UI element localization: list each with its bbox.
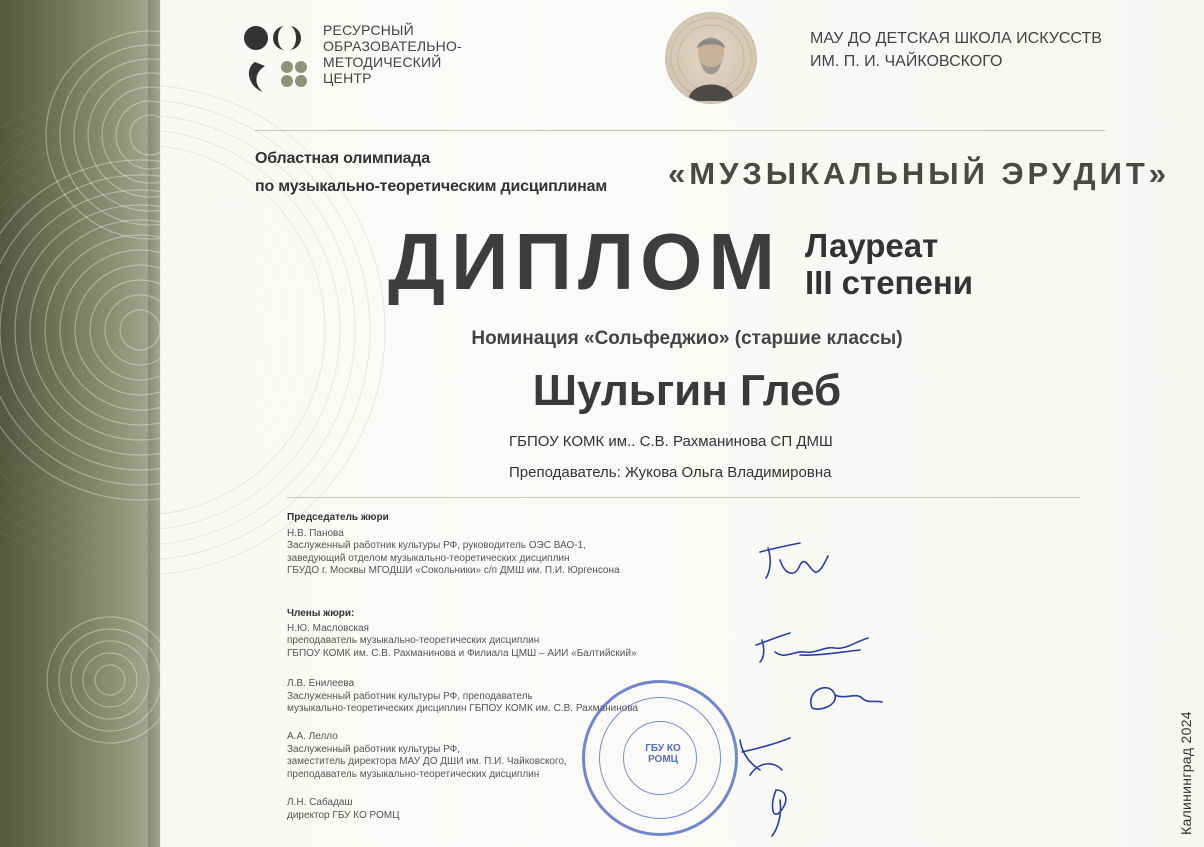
jury-chair-name: Н.В. Панова	[287, 527, 344, 539]
official-stamp	[582, 680, 738, 836]
jury-member-line: ГБПОУ КОМК им. С.В. Рахманинова и Филиала ЦМШ – АИИ «Балтийский»	[287, 647, 637, 659]
org-left-line: ОБРАЗОВАТЕЛЬНО-	[323, 38, 462, 54]
jury-member-name: Н.Ю. Масловская	[287, 622, 369, 634]
award-line-2: III степени	[805, 264, 974, 301]
stamp-text: ГБУ КО РОМЦ	[645, 743, 681, 765]
jury-member-line: директор ГБУ КО РОМЦ	[287, 809, 400, 821]
teacher-name: Преподаватель: Жукова Ольга Владимировна	[509, 464, 832, 481]
jury-member-line: Заслуженный работник культуры РФ, преподаватель	[287, 690, 533, 702]
org-left-line: ЦЕНТР	[323, 70, 372, 86]
romc-logo-icon	[243, 22, 313, 94]
signature-member-2	[811, 688, 882, 709]
signature-member-1	[756, 633, 868, 662]
city-year: Калининград 2024	[1178, 711, 1194, 835]
body-divider	[287, 497, 1080, 498]
jury-member-line: преподаватель музыкально-теоретических дисциплин	[287, 768, 540, 780]
signature-director	[772, 790, 786, 836]
org-right-line: МАУ ДО ДЕТСКАЯ ШКОЛА ИСКУССТВ	[810, 30, 1102, 47]
tchaikovsky-portrait	[665, 12, 757, 104]
org-left-line: РЕСУРСНЫЙ	[323, 22, 414, 38]
jury-member-line: преподаватель музыкально-теоретических дисциплин	[287, 635, 540, 646]
jury-member-name: А.А. Лелло	[287, 731, 338, 742]
jury-member-block	[287, 608, 637, 660]
jury-chair-line: Заслуженный работник культуры РФ, руководитель ОЭС ВАО-1,	[287, 540, 586, 551]
signature-chair	[760, 543, 828, 578]
recipient-name: Шульгин Глеб	[532, 366, 842, 415]
org-right-line: ИМ. П. И. ЧАЙКОВСКОГО	[810, 53, 1003, 70]
jury-member-line: Заслуженный работник культуры РФ,	[287, 743, 461, 755]
olympiad-line-1: Областная олимпиада	[255, 150, 430, 167]
jury-member-name: Л.Н. Сабадаш	[287, 797, 353, 808]
jury-member-line: музыкально-теоретических дисциплин ГБПОУ КОМК им. С.В. Рахманинова	[287, 703, 639, 714]
nomination: Номинация «Сольфеджио» (старшие классы)	[471, 328, 903, 349]
olympiad-line-2: по музыкально-теоретическим дисциплинам	[255, 178, 607, 195]
signature-member-3	[740, 738, 790, 775]
olympiad-description	[255, 145, 607, 201]
jury-member-block	[287, 797, 400, 822]
header-divider	[255, 130, 1105, 131]
jury-member-name: Л.В. Енилеева	[287, 678, 355, 689]
olympiad-title: «МУЗЫКАЛЬНЫЙ ЭРУДИТ»	[668, 156, 1171, 191]
award-level	[805, 227, 973, 301]
jury-member-block	[287, 678, 638, 716]
org-left-line: МЕТОДИЧЕСКИЙ	[323, 54, 442, 70]
jury-chair-line: ГБУДО г. Москвы МГОДШИ «Сокольники» с/п ДМШ им. П.И. Юргенсона	[287, 565, 620, 576]
diploma-heading: ДИПЛОМ	[388, 217, 781, 306]
jury-chair-line: заведующий отделом музыкально-теоретических дисциплин	[287, 552, 570, 564]
jury-member-block	[287, 731, 567, 781]
org-left-title	[323, 22, 462, 86]
jury-chair-block	[287, 512, 620, 578]
jury-members-heading: Члены жюри:	[287, 608, 355, 619]
jury-chair-heading: Председатель жюри	[287, 512, 389, 523]
org-right-title	[810, 27, 1102, 73]
jury-member-line: заместитель директора МАУ ДО ДШИ им. П.И. Чайковского,	[287, 756, 567, 767]
school-name: ГБПОУ КОМК им.. С.В. Рахманинова СП ДМШ	[509, 433, 833, 450]
award-line-1: Лауреат	[805, 227, 939, 264]
